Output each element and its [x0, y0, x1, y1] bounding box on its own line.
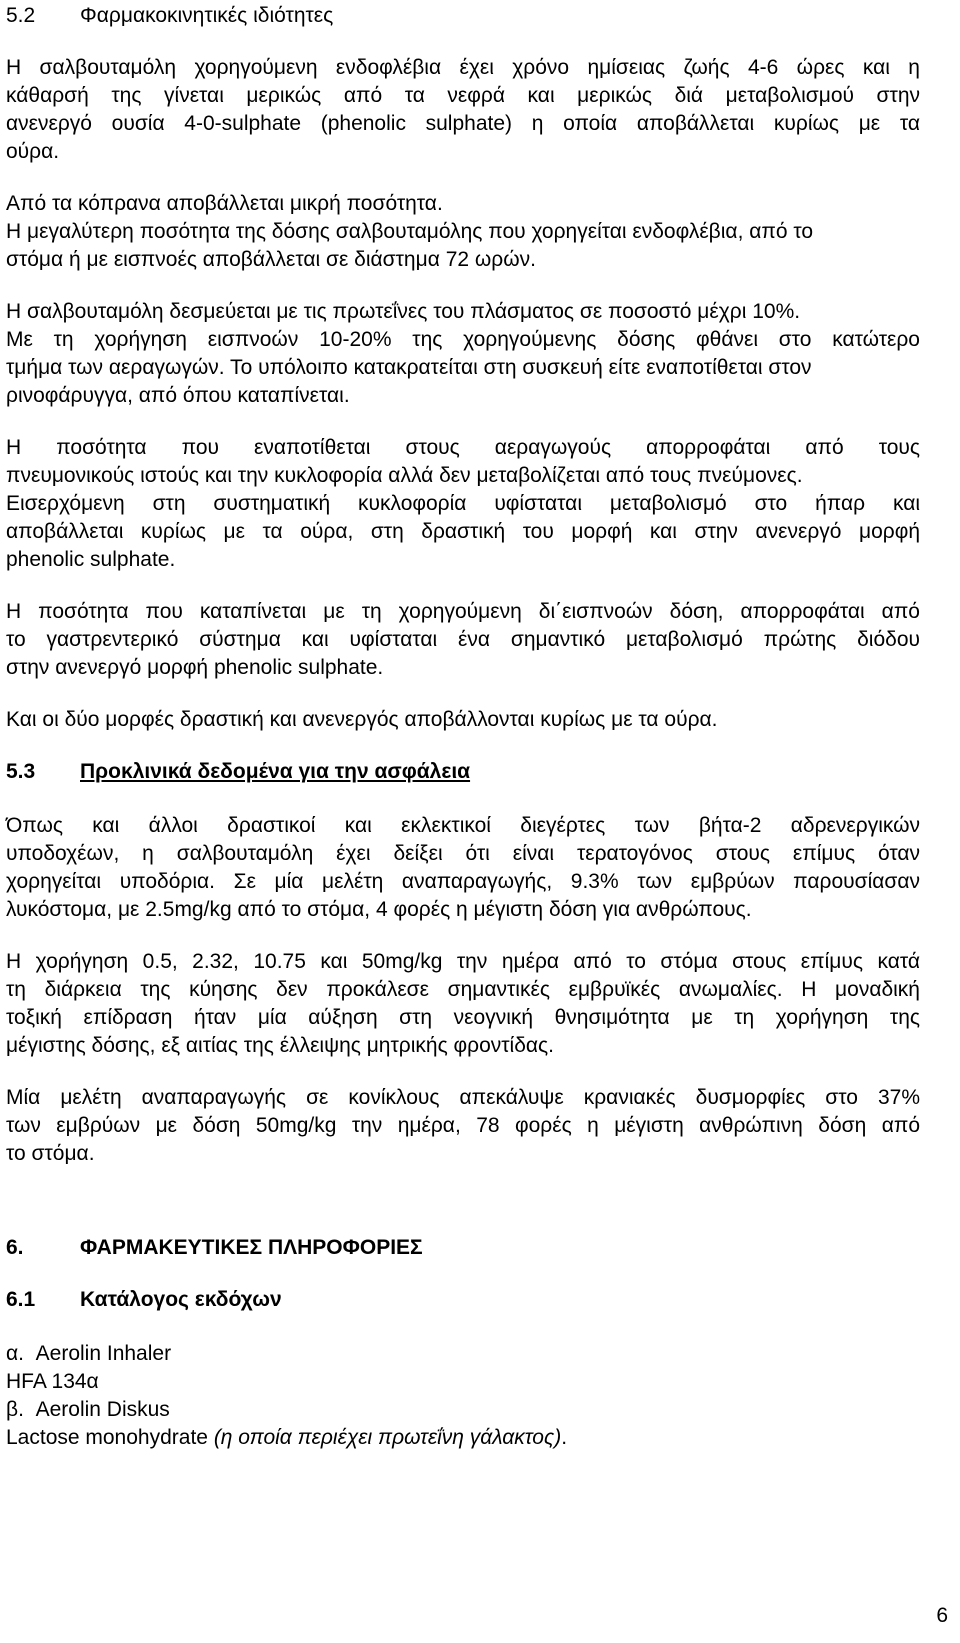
paragraph-line: λυκόστομα, με 2.5mg/kg από το στόμα, 4 φορές η μέγιστη δόση για ανθρώπους. — [6, 898, 752, 921]
paragraph-line: πνευμονικούς ιστούς και την κυκλοφορία αλλά δεν μεταβολίζεται από τους πνεύμονες. — [6, 464, 803, 487]
section-title: ΦΑΡΜΑΚΕΥΤΙΚΕΣ ΠΛΗΡΟΦΟΡΙΕΣ — [80, 1236, 423, 1259]
paragraph-line: Από τα κόπρανα αποβάλλεται μικρή ποσότητα. — [6, 192, 443, 215]
paragraph-line: Η σαλβουταμόλη χορηγούμενη ενδοφλέβια έχει χρόνο ημίσειας ζωής 4-6 ώρες και η — [6, 56, 920, 79]
paragraph-line: μέγιστης δόσης, εξ αιτίας της έλλειψης μητρικής φροντίδας. — [6, 1034, 555, 1057]
excipient-line: HFA 134α — [6, 1370, 99, 1393]
paragraph-line: το γαστρεντερικό σύστημα και υφίσταται ένα σημαντικό μεταβολισμό πρώτης διόδου — [6, 628, 920, 651]
product-name: Aerolin Diskus — [35, 1398, 170, 1421]
section-number: 5.3 — [6, 760, 36, 783]
paragraph-line: τοξική επίδραση ήταν μία αύξηση στη νεογνική θνησιμότητα με τη χορήγηση της — [6, 1006, 920, 1029]
excipient-end: . — [561, 1426, 568, 1449]
paragraph-line: τη διάρκεια της κύησης δεν προκάλεσε σημαντικές εμβρυϊκές ανωμαλίες. Η μοναδική — [6, 978, 920, 1001]
paragraph-line: Και οι δύο μορφές δραστική και ανενεργός αποβάλλονται κυρίως με τα ούρα. — [6, 708, 718, 731]
excipient-note: (η οποία περιέχει πρωτεΐνη γάλακτος) — [213, 1426, 562, 1449]
excipient-item — [6, 1396, 920, 1424]
section-title: Φαρμακοκινητικές ιδιότητες — [80, 4, 334, 27]
paragraph-line: των εμβρύων με δόση 50mg/kg την ημέρα, 78 φορές η μέγιστη ανθρώπινη δόση από — [6, 1114, 920, 1137]
paragraph-line: Με τη χορήγηση εισπνοών 10-20% της χορηγούμενης δόσης φθάνει στο κατώτερο — [6, 328, 920, 351]
paragraph-line: ανενεργό ουσία 4-0-sulphate (phenolic sulphate) η οποία αποβάλλεται κυρίως με τα — [6, 112, 920, 135]
list-marker: α. — [6, 1342, 24, 1365]
section-title: Προκλινικά δεδομένα για την ασφάλεια — [80, 760, 471, 783]
paragraph-line: Η χορήγηση 0.5, 2.32, 10.75 και 50mg/kg την ημέρα από το στόμα στους επίμυς κατά — [6, 950, 920, 973]
paragraph-line: κάθαρσή της γίνεται μερικώς από τα νεφρά και μερικώς διά μεταβολισμού στην — [6, 84, 920, 107]
paragraph-line: Η σαλβουταμόλη δεσμεύεται με τις πρωτεΐνες του πλάσματος σε ποσοστό μέχρι 10%. — [6, 300, 801, 323]
paragraph-line: στόμα ή με εισπνοές αποβάλλεται σε διάστημα 72 ωρών. — [6, 248, 536, 271]
section-heading-6-1 — [6, 1286, 920, 1314]
section-heading-5-2 — [6, 2, 920, 30]
paragraph-line: στην ανενεργό μορφή phenolic sulphate. — [6, 656, 384, 679]
paragraph-line: Εισερχόμενη στη συστηματική κυκλοφορία υφίσταται μεταβολισμό στο ήπαρ και — [6, 492, 920, 515]
paragraph-line: Όπως και άλλοι δραστικοί και εκλεκτικοί διεγέρτες των βήτα-2 αδρενεργικών — [6, 814, 920, 837]
section-heading-5-3 — [6, 758, 920, 786]
paragraph-line: Η μεγαλύτερη ποσότητα της δόσης σαλβουταμόλης που χορηγείται ενδοφλέβια, από το — [6, 220, 814, 243]
paragraph-line: τμήμα των αεραγωγών. Το υπόλοιπο κατακρατείται στη συσκευή είτε εναποτίθεται στον — [6, 356, 812, 379]
list-marker: β. — [6, 1398, 24, 1421]
section-number: 6. — [6, 1236, 24, 1259]
product-name: Aerolin Inhaler — [35, 1342, 172, 1365]
section-heading-6 — [6, 1234, 920, 1262]
excipient-name: Lactose monohydrate — [6, 1426, 208, 1449]
section-number: 6.1 — [6, 1288, 36, 1311]
section-title: Κατάλογος εκδόχων — [80, 1288, 282, 1311]
page-number: 6 — [936, 1604, 948, 1627]
excipient-item — [6, 1340, 920, 1368]
paragraph-line: ρινοφάρυγγα, από όπου καταπίνεται. — [6, 384, 350, 407]
paragraph-line: χορηγείται υποδόρια. Σε μία μελέτη αναπαραγωγής, 9.3% των εμβρύων παρουσίασαν — [6, 870, 920, 893]
paragraph-line: το στόμα. — [6, 1142, 95, 1165]
excipient-line — [6, 1424, 920, 1452]
paragraph-line: Η ποσότητα που καταπίνεται με τη χορηγούμενη δι΄εισπνοών δόση, απορροφάται από — [6, 600, 920, 623]
paragraph-line: ούρα. — [6, 140, 60, 163]
paragraph-line: Η ποσότητα που εναποτίθεται στους αεραγωγούς απορροφάται από τους — [6, 436, 920, 459]
section-number: 5.2 — [6, 4, 36, 27]
paragraph-line: Μία μελέτη αναπαραγωγής σε κονίκλους απεκάλυψε κρανιακές δυσμορφίες στο 37% — [6, 1086, 920, 1109]
paragraph-line: υποδοχέων, η σαλβουταμόλη έχει δείξει ότι είναι τερατογόνος στους επίμυς όταν — [6, 842, 920, 865]
paragraph-line: phenolic sulphate. — [6, 548, 176, 571]
paragraph-line: αποβάλλεται κυρίως με τα ούρα, στη δραστική του μορφή και στην ανενεργό μορφή — [6, 520, 920, 543]
